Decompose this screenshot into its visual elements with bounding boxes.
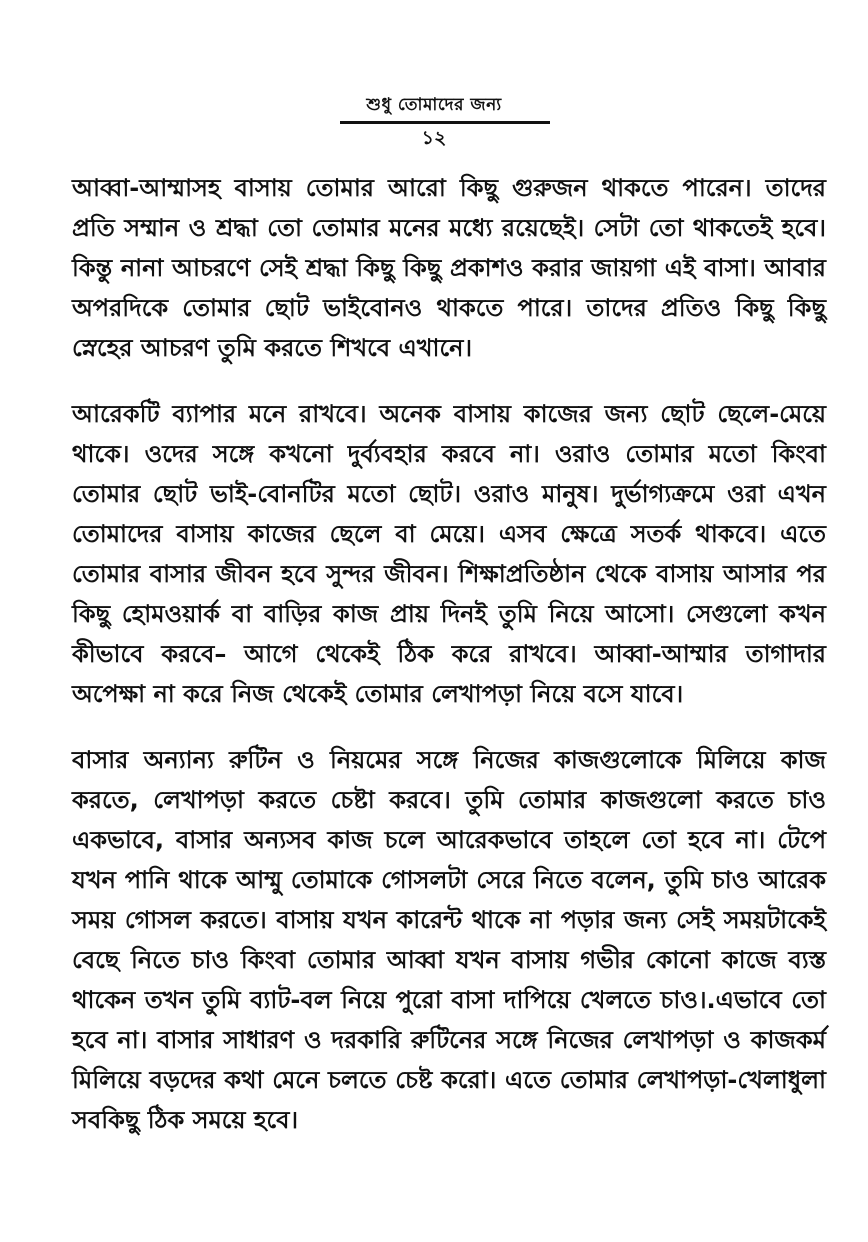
running-title: শুধু তোমাদের জন্য [366, 95, 502, 115]
paragraph-1: আব্বা-আম্মাসহ বাসায় তোমার আরো কিছু গুরুজন থাকতে পারেন। তাদের প্রতি সম্মান ও শ্রদ্ধা তো তোমার মনের মধ্যে রয়েছেই। সেটা তো থাকতেই হবে। কিন্তু নানা আচরণে সেই শ্রদ্ধা কিছু কিছু প্রকাশও করার জায়গা এই বাসা। আবার অপরদিকে তোমার ছোট ভাইবোনও থাকতে পারে। তাদের প্রতিও কিছু কিছু স্নেহের আচরণ তুমি করতে শিখবে এখানে। [72, 174, 826, 362]
body-text [72, 168, 826, 1140]
page-number: ১২ [421, 127, 447, 149]
paragraph-2: আরেকটি ব্যাপার মনে রাখবে। অনেক বাসায় কাজের জন্য ছোট ছেলে-মেয়ে থাকে। ওদের সঙ্গে কখনো দুর্ব্যবহার করবে না। ওরাও তোমার মতো কিংবা তোমার ছোট ভাই-বোনটির মতো ছোট। ওরাও মানুষ। দুর্ভাগ্যক্রমে ওরা এখন তোমাদের বাসায় কাজের ছেলে বা মেয়ে। এসব ক্ষেত্রে সতর্ক থাকবে। এতে তোমার বাসার জীবন হবে সুন্দর জীবন। শিক্ষাপ্রতিষ্ঠান থেকে বাসায় আসার পর কিছু হোমওয়ার্ক বা বাড়ির কাজ প্রায় দিনই তুমি নিয়ে আসো। সেগুলো কখন কীভাবে করবে– আগে থেকেই ঠিক করে রাখবে। আব্বা-আম্মার তাগাদার অপেক্ষা না করে নিজ থেকেই তোমার লেখাপড়া নিয়ে বসে যাবে। [72, 400, 826, 708]
paragraph-3: বাসার অন্যান্য রুটিন ও নিয়মের সঙ্গে নিজের কাজগুলোকে মিলিয়ে কাজ করতে, লেখাপড়া করতে চেষ্টা করবে। তুমি তোমার কাজগুলো করতে চাও একভাবে, বাসার অন্যসব কাজ চলে আরেকভাবে তাহলে তো হবে না। টেপে যখন পানি থাকে আম্মু তোমাকে গোসলটা সেরে নিতে বলেন, তুমি চাও আরেক সময় গোসল করতে। বাসায় যখন কারেন্ট থাকে না পড়ার জন্য সেই সময়টাকেই বেছে নিতে চাও কিংবা তোমার আব্বা যখন বাসায় গভীর কোনো কাজে ব্যস্ত থাকেন তখন তুমি ব্যাট-বল নিয়ে পুরো বাসা দাপিয়ে খেলতে চাও।.এভাবে তো হবে না। বাসার সাধারণ ও দরকারি রুটিনের সঙ্গে নিজের লেখাপড়া ও কাজকর্ম মিলিয়ে বড়দের কথা মেনে চলতে চেষ্ট করো। এতে তোমার লেখাপড়া-খেলাধুলা সবকিছু ঠিক সময়ে হবে। [72, 746, 826, 1134]
